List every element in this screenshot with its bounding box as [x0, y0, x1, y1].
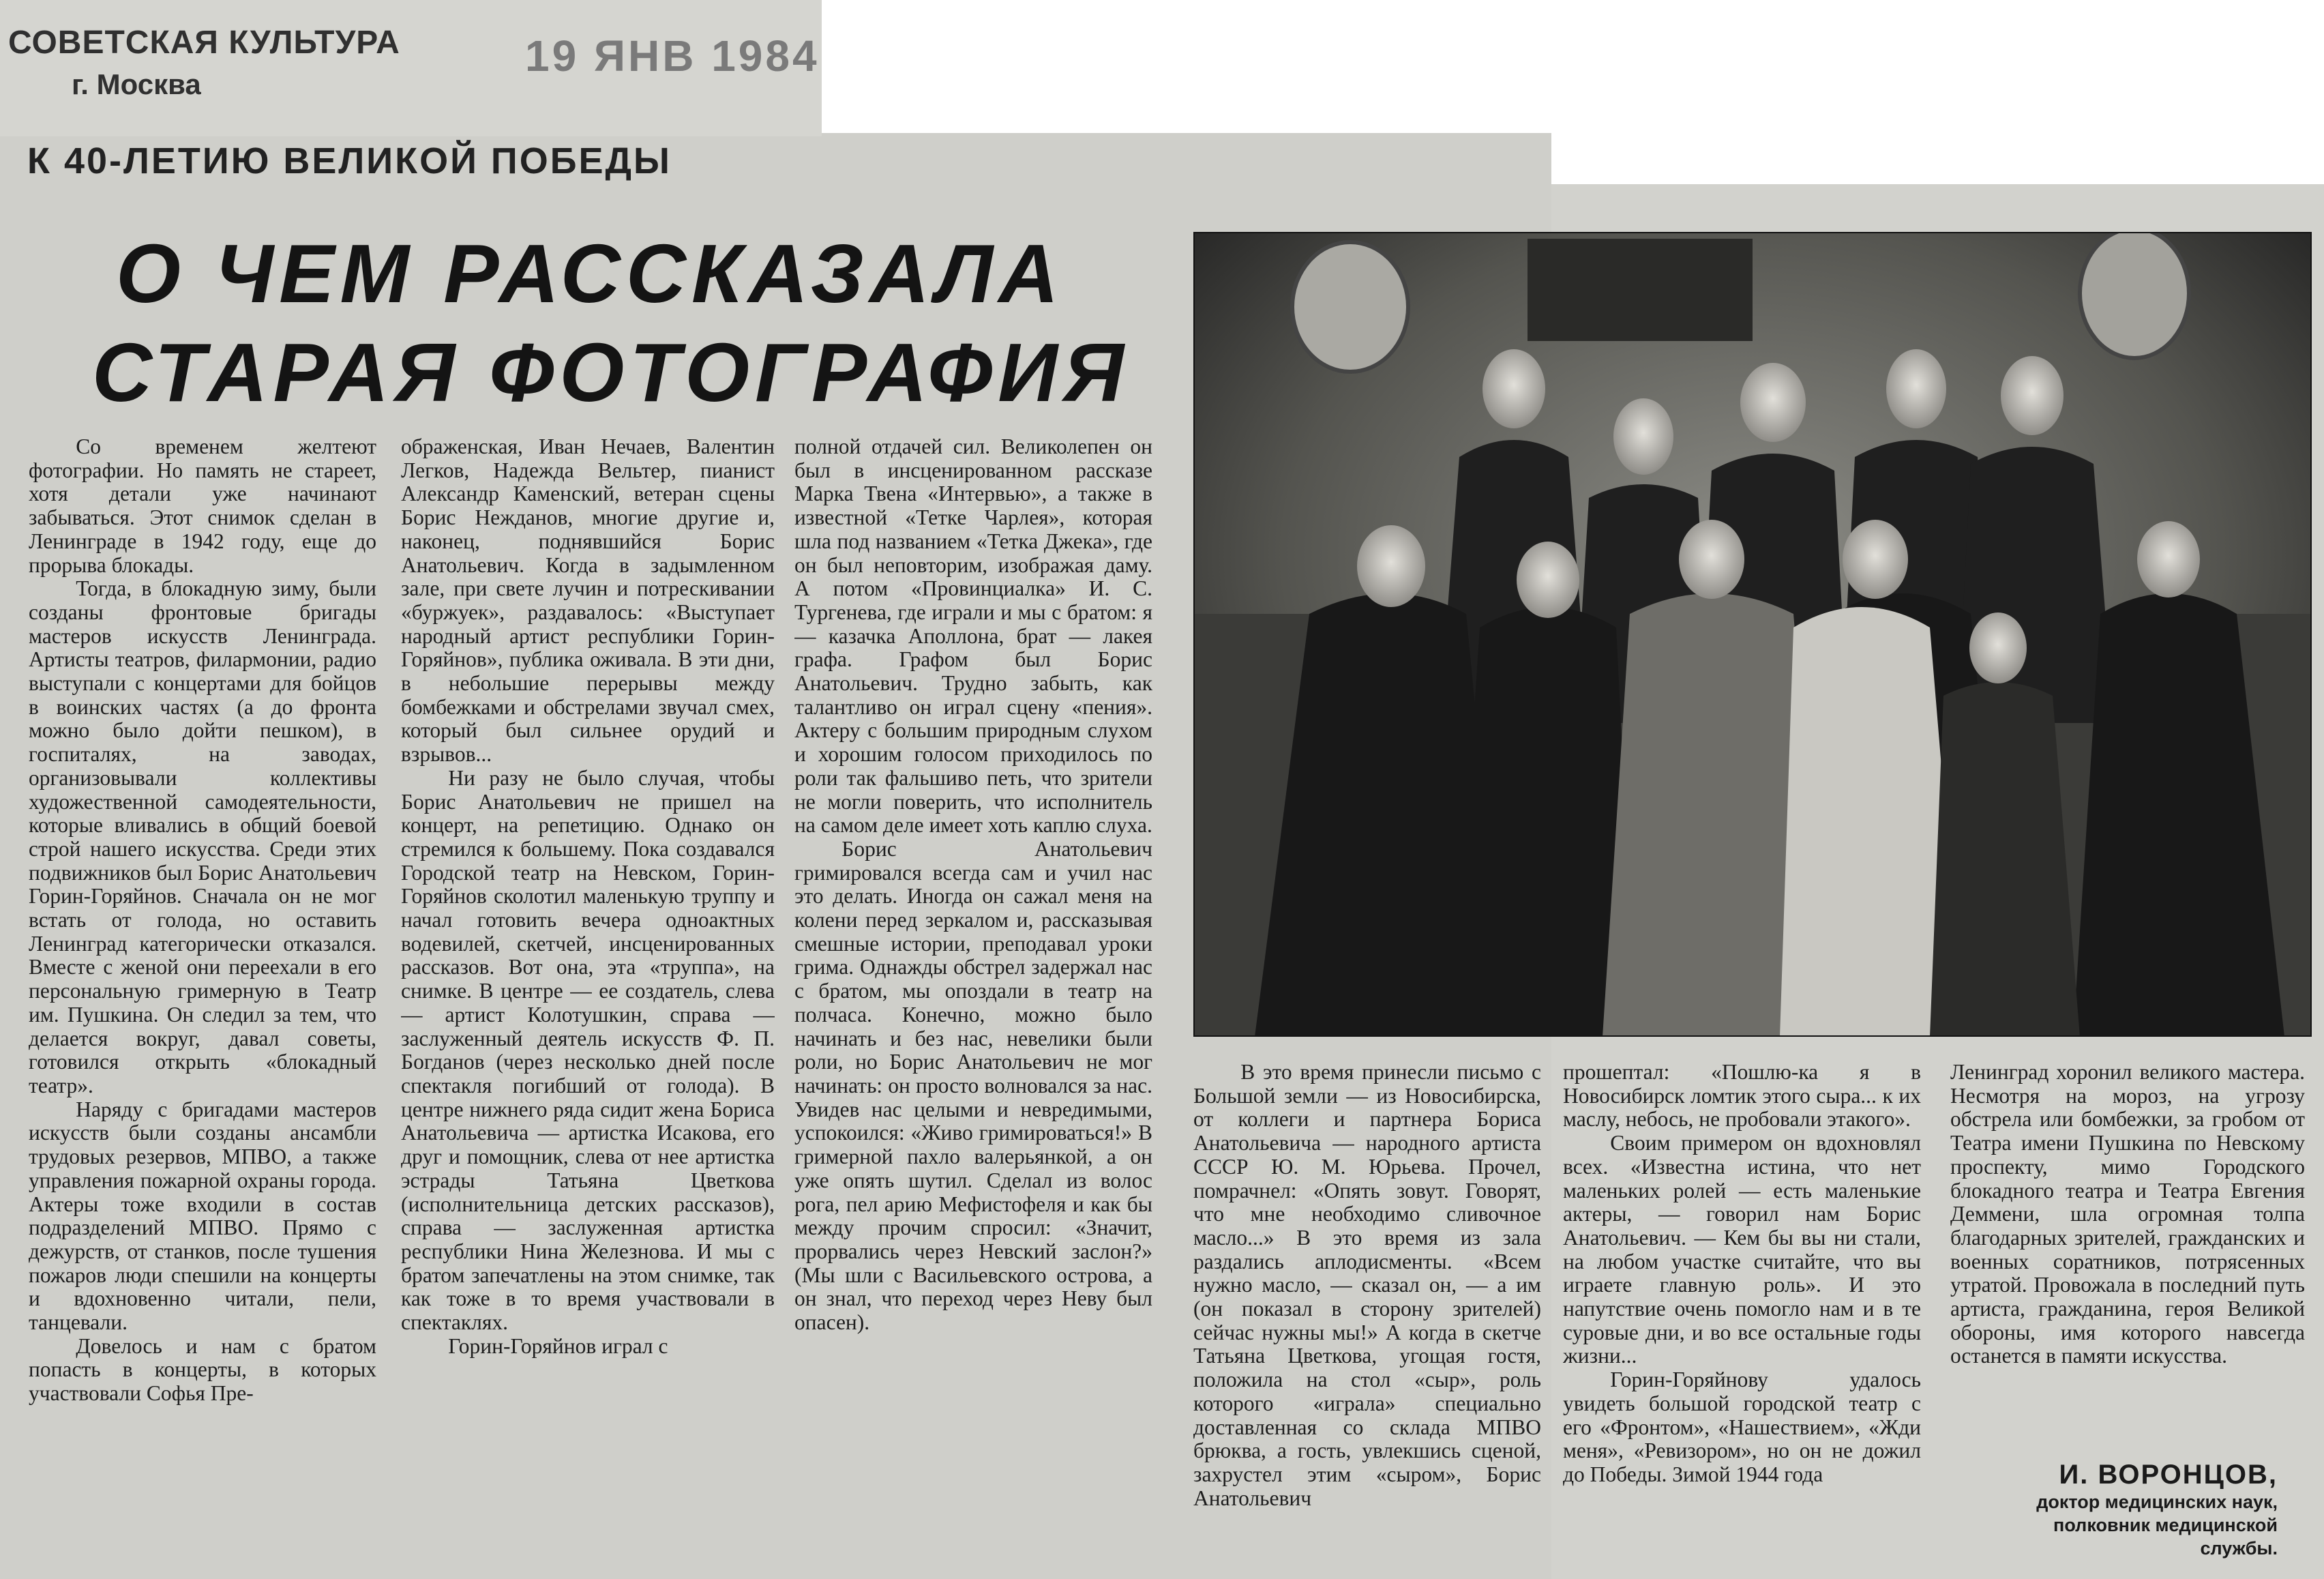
stamp-date: 19 ЯНВ 1984: [525, 31, 820, 80]
paragraph: Борис Анатольевич гримировался всегда сам и учил нас это делать. Иногда он сажал меня на колени перед зеркалом и, рассказывая смешные истории, преподавал уроки грима. Однажды обстрел задержал нас с братом, мы опоздали в театр на полчаса. Конечно, можно было начинать и без нас, невелики были роли, но Борис Анатольевич не мог начинать: он просто волновался за нас. Увидев нас целыми и невредимыми, успокоился: «Живо гримироваться!» В гримерной пахло валерьянкой, а он уже опять шутил. Сделал из волос рога, пел арию Мефистофеля и как бы между прочим спросил: «Значит, прорвались через Невский заслон?» (Мы шли с Васильевского острова, а он знал, что переход через Неву был опасен).: [794, 836, 1152, 1335]
paragraph: Ни разу не было случая, чтобы Борис Анатольевич не пришел на концерт, на репетицию. Однако он стремился к большему. Пока создавался Городской театр на Невском, Горин-Горяйнов сколотил маленькую труппу и начал готовить вечера одноактных водевилей, скетчей, инсценированных рассказов. Вот она, эта «труппа», на снимке. В центре — ее создатель, слева — артист Колотушкин, справа — заслуженный деятель искусств Ф. П. Богданов (через несколько дней после спектакля погибший от голода). В центре нижнего ряда сидит жена Бориса Анатольевича — артистка Исакова, его друг и помощник, слева от нее артистка эстрады Татьяна Цветкова (исполнительница детских рассказов), справа — заслуженная артистка республики Нина Железнова. И мы с братом запечатлены на этом снимке, так как тоже в то время участвовали в спектаклях.: [401, 765, 775, 1335]
author-title-line: доктор медицинских наук,: [2036, 1492, 2278, 1512]
paragraph: Ленинград хоронил великого мастера. Несмотря на мороз, на угрозу обстрела или бомбежки, за гробом от Театра имени Пушкина по Невскому проспекту, мимо Городского блокадного театра и Театра Евгения Деммени, шла огромная толпа благодарных зрителей, гражданских и военных соратников, потрясенных утратой. Провожала в последний путь артиста, гражданина, героя Великой обороны, имя которого навсегда останется в памяти искусства.: [1950, 1061, 2305, 1368]
article-column-1: [29, 435, 376, 1574]
author-title-line: полковник медицинской: [2053, 1515, 2278, 1535]
paragraph: Довелось и нам с братом попасть в концерты, в которых участвовали Софья Пре-: [29, 1333, 376, 1406]
headline-line-1: О ЧЕМ РАССКАЗАЛА: [116, 227, 1064, 320]
photograph-image: [1193, 232, 2312, 1037]
stamp-city: г. Москва: [72, 68, 201, 100]
article-column-6: [1950, 1061, 2305, 1453]
headline-line-2: СТАРАЯ ФОТОГРАФИЯ: [92, 326, 1129, 419]
article-column-3: [794, 435, 1152, 1574]
stamp-newspaper-name: СОВЕТСКАЯ КУЛЬТУРА: [8, 25, 400, 61]
paragraph: Тогда, в блокадную зиму, были созданы фронтовые бригады мастеров искусств Ленинграда. Артисты театров, филармонии, радио выступали с концертами для бойцов в воинских частях (а до фронта можно было дойти пешком), в госпиталях, на заводах, организовывали коллективы художественной самодеятельности, которые вливались в общий боевой строй нашего искусства. Среди этих подвижников был Борис Анатольевич Горин-Горяйнов. Сначала он не мог встать от голода, но оставить Ленинград категорически отказался. Вместе с женой они переехали в его персональную гримерную в Театр им. Пушкина. Он следил за тем, что делается вокруг, давал советы, готовился открыть «блокадный театр».: [29, 576, 376, 1097]
rubric-heading: К 40-ЛЕТИЮ ВЕЛИКОЙ ПОБЕДЫ: [27, 141, 672, 181]
paragraph: Своим примером он вдохновлял всех. «Известна истина, что нет маленьких ролей — есть маленькие актеры, — говорил нам Борис Анатольевич. — Кем бы вы ни стали, на любом участке считайте, что вы играете главную роль». И это напутствие очень помогло нам и в те суровые дни, и во все остальные годы жизни...: [1563, 1131, 1921, 1368]
paragraph: полной отдачей сил. Великолепен он был в инсценированном рассказе Марка Твена «Интервью», а также в известной «Тетке Чарлея», которая шла под названием «Тетка Джека», где он был неповторим, изображая даму. А потом «Провинциалка» И. С. Тургенева, где играли и мы с братом: я — казачка Аполлона, брат — лакея графа. Графом был Борис Анатольевич. Трудно забыть, как талантливо он играл сцену «пения». Актеру с большим природным слухом и хорошим голосом приходилось по роли так фальшиво петь, что зрители не могли поверить, что исполнитель на самом деле имеет хоть каплю слуха.: [794, 435, 1152, 838]
old-group-photograph: [1193, 232, 2312, 1037]
author-title-line: службы.: [2200, 1538, 2278, 1559]
paragraph: ображенская, Иван Нечаев, Валентин Легков, Надежда Вельтер, пианист Александр Каменский, ветеран сцены Борис Нежданов, многие другие и, наконец, поднявшийся Борис Анатольевич. Когда в задымленном зале, при свете лучин и потрескивании «буржуек», раздавалось: «Выступает народный артист республики Горин-Горяйнов», публика оживала. В эти дни, в небольшие перерывы между бомбежками и обстрелами звучал смех, который был сильнее орудий и взрывов...: [401, 435, 775, 767]
archive-stamp: [0, 0, 822, 136]
author-name: И. ВОРОНЦОВ,: [2059, 1460, 2278, 1490]
article-column-4: [1193, 1061, 1541, 1576]
article-column-2: [401, 435, 775, 1574]
article-column-5: [1563, 1061, 1921, 1576]
author-signature: [1957, 1460, 2278, 1560]
paragraph: Со временем желтеют фотографии. Но память не стареет, хотя детали уже начинают забываться. Этот снимок сделан в Ленинграде в 1942 году, еще до прорыва блокады.: [29, 435, 376, 577]
paragraph: Горин-Горяйнову удалось увидеть большой городской театр с его «Фронтом», «Нашествием», «Жди меня», «Ревизором», но он не дожил до Победы. Зимой 1944 года: [1563, 1368, 1921, 1486]
paragraph: Наряду с бригадами мастеров искусств были созданы ансамбли трудовых резервов, МПВО, а также управления пожарной охраны города. Актеры тоже входили в состав подразделений МПВО. Прямо с дежурств, от станков, после тушения пожаров люди спешили на концерты и вдохновенно читали, пели, танцевали.: [29, 1097, 376, 1335]
paragraph: В это время принесли письмо с Большой земли — из Новосибирска, от коллеги и партнера Бориса Анатольевича — народного артиста СССР Ю. М. Юрьева. Прочел, помрачнел: «Опять зовут. Говорят, что мне необходимо сливочное масло...» В это время из зала раздались аплодисменты. «Всем нужно масло, — сказал он, — а им (он показал в сторону зрителей) сейчас нужны мы!» А когда в скетче Татьяна Цветкова, угощая гостя, положила на стол «сыр», роль которого «играла» специально доставленная со склада МПВО брюква, а гость, увлекшись сценой, захрустел этим «сыром», Борис Анатольевич: [1193, 1061, 1541, 1510]
paragraph: прошептал: «Пошлю-ка я в Новосибирск ломтик этого сыра... к их маслу, небось, не пробовали этакого».: [1563, 1061, 1921, 1132]
paragraph: Горин-Горяйнов играл с: [448, 1333, 668, 1358]
